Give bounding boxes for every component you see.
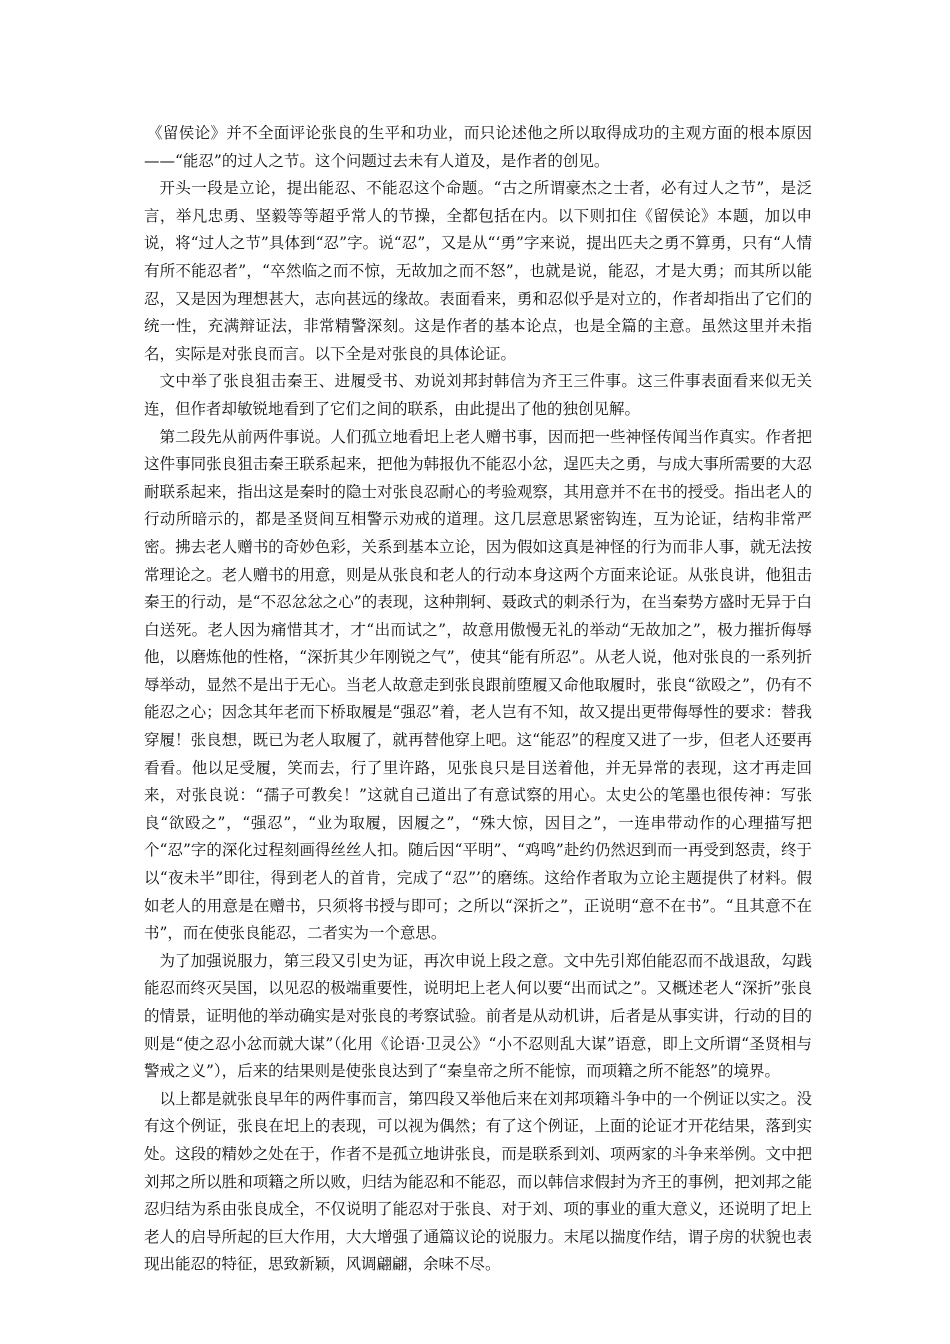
- paragraph-3: 文中举了张良狙击秦王、进履受书、劝说刘邦封韩信为齐王三件事。这三件事表面看来似无关连，但作者却敏锐地看到了它们之间的联系，由此提出了他的独创见解。: [144, 372, 812, 418]
- paragraph-4: 第二段先从前两件事说。人们孤立地看圯上老人赠书事，因而把一些神怪传闻当作真实。作者把这件事同张良狙击秦王联系起来，把他为韩报仇不能忍小忿，逞匹夫之勇，与成大事所需要的大忍耐联系起来，指出这是秦时的隐士对张良忍耐心的考验观察，其用意并不在书的授受。指出老人的行动所暗示的，都是圣贤间互相警示劝戒的道理。这几层意思紧密钩连，互为论证，结构非常严密。拂去老人赠书的奇妙色彩，关系到基本立论，因为假如这真是神怪的行为而非人事，就无法按常理论之。老人赠书的用意，则是从张良和老人的行动本身这两个方面来论证。从张良讲，他狙击秦王的行动，是“不忍忿忿之心”的表现，这种荆轲、聂政式的刺杀行为，在当秦势方盛时无异于白白送死。老人因为痛惜其才，才“出而试之”，故意用傲慢无礼的举动“无故加之”，极力摧折侮辱他，以磨炼他的性格，“深折其少年刚锐之气”，使其“能有所忍”。从老人说，他对张良的一系列折辱举动，显然不是出于无心。当老人故意走到张良跟前堕履又命他取履时，张良“欲殴之”，仍有不能忍之心；因念其年老而下桥取履是“强忍”着，老人岂有不知，故又提出更带侮辱性的要求：替我穿履！张良想，既已为老人取履了，就再替他穿上吧。这“能忍”的程度又进了一步，但老人还要再看看。他以足受履，笑而去，行了里许路，见张良只是目送着他，并无异常的表现，这才再走回来，对张良说：“孺子可教矣！”这就自己道出了有意试察的用心。太史公的笔墨也很传神：写张良“欲殴之”，“强忍”，“业为取履，因履之”，“殊大惊，因目之”，一连串带动作的心理描写把个“忍”字的深化过程刻画得丝丝人扣。随后因“平明”、“鸡鸣”赴约仍然迟到而一再受到怒责，终于以“夜未半”即往，得到老人的首肯，完成了“忍”’的磨练。这给作者取为立论主题提供了材料。假如老人的用意是在赠书，只须将书授与即可；之所以“深折之”，正说明“意不在书”。“且其意不在书”，而在使张良能忍，二者实为一个意思。: [144, 427, 812, 943]
- paragraph-6: 以上都是就张良早年的两件事而言，第四段又举他后来在刘邦项籍斗争中的一个例证以实之。没有这个例证，张良在圯上的表现，可以视为偶然；有了这个例证，上面的论证才开花结果，落到实处。这段的精妙之处在于，作者不是孤立地讲张良，而是联系到刘、项两家的斗争来举例。文中把刘邦之所以胜和项籍之所以败，归结为能忍和不能忍，而以韩信求假封为齐王的事例，把刘邦之能忍归结为系由张良成全，不仅说明了能忍对于张良、对于刘、项的事业的重大意义，还说明了圯上老人的启导所起的巨大作用，大大增强了通篇议论的说服力。末尾以揣度作结，谓子房的状貌也表现出能忍的特征，思致新颖，风调翩翩，余味不尽。: [144, 1089, 812, 1274]
- article-body: [144, 120, 812, 1279]
- paragraph-5: 为了加强说服力，第三段又引史为证，再次申说上段之意。文中先引郑伯能忍而不战退敌，勾践能忍而终灭吴国，以见忍的极端重要性，说明圯上老人何以要“出而试之”。又概述老人“深折”张良的情景，证明他的举动确实是对张良的考察试验。前者是从动机讲，后者是从事实讲，行动的目的则是“使之忍小忿而就大谋”（化用《论语·卫灵公》“小不忍则乱大谋”语意，即上文所谓“圣贤相与警戒之义”），后来的结果则是使张良达到了“秦皇帝之所不能惊，而项籍之所不能怒”的境界。: [144, 951, 812, 1081]
- paragraph-2: 开头一段是立论，提出能忍、不能忍这个命题。“古之所谓豪杰之士者，必有过人之节”，是泛言，举凡忠勇、坚毅等等超乎常人的节操，全都包括在内。以下则扣住《留侯论》本题，加以申说，将“过人之节”具体到“忍”字。说“忍”，又是从“‘勇”字来说，提出匹夫之勇不算勇，只有“人情有所不能忍者”，“卒然临之而不惊，无故加之而不怒”，也就是说，能忍，才是大勇；而其所以能忍，又是因为理想甚大，志向甚远的缘故。表面看来，勇和忍似乎是对立的，作者却指出了它们的统一性，充满辩证法，非常精警深刻。这是作者的基本论点，也是全篇的主意。虽然这里并未指名，实际是对张良而言。以下全是对张良的具体论证。: [144, 179, 812, 363]
- paragraph-1: 《留侯论》并不全面评论张良的生平和功业，而只论述他之所以取得成功的主观方面的根本原因——“能忍”的过人之节。这个问题过去未有人道及，是作者的创见。: [144, 124, 812, 170]
